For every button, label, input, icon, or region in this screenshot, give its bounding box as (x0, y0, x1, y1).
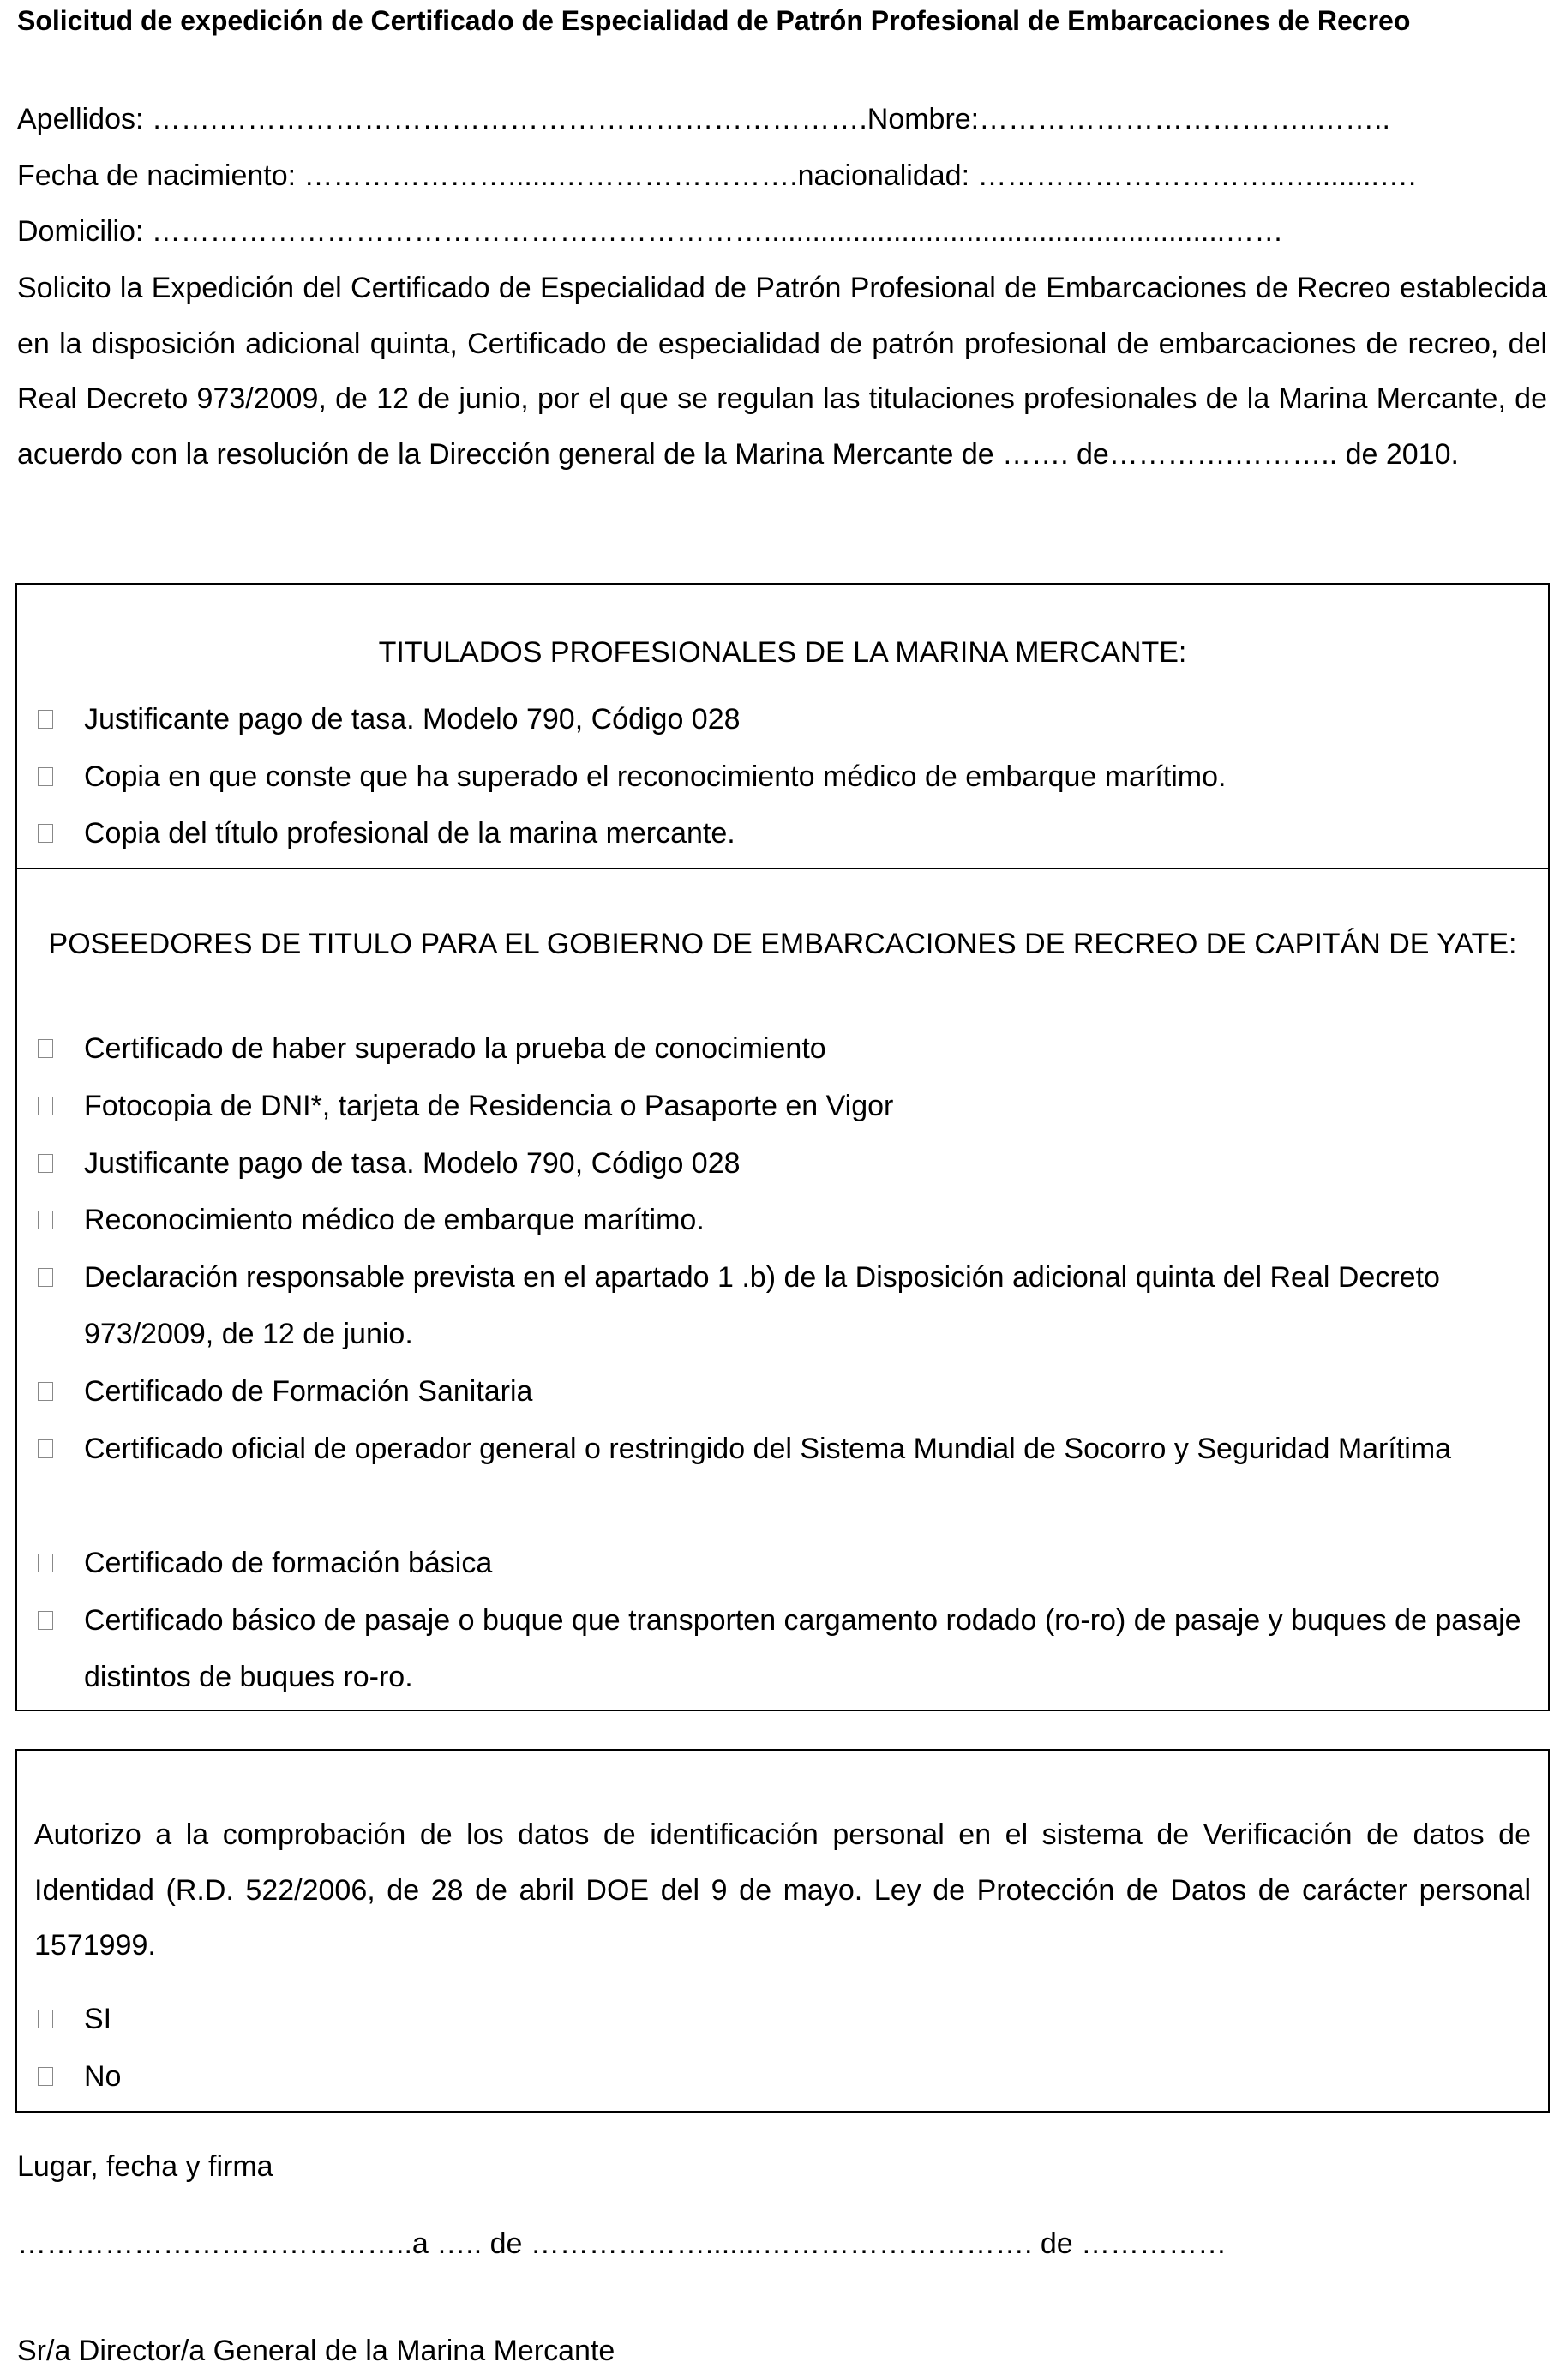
checklist-item[interactable] (38, 1020, 1546, 1077)
consent-text: Autorizo a la comprobación de los datos de identificación personal en el sistema de Verificación de datos de Identidad (R.D. 522/2006, de 28 de abril DOE del 9 de mayo. Ley de Protección de Datos de carácter personal 1571999. (34, 1818, 1531, 1962)
checklist-item[interactable] (38, 691, 1546, 748)
consent-option-label: No (84, 2060, 122, 2093)
checkbox-icon[interactable] (38, 1439, 53, 1458)
checklist-item-label: Certificado de Formación Sanitaria (84, 1375, 533, 1408)
fecha-nacionalidad-field[interactable]: Fecha de nacimiento: …………………......…………………….nacionalidad: …………………………..…........…. (17, 159, 1417, 192)
checklist-item-label: Certificado de haber superado la prueba de conocimiento (84, 1032, 826, 1065)
checklist-item[interactable] (38, 1192, 1546, 1248)
checklist-item-label: Copia en que conste que ha superado el reconocimiento médico de embarque marítimo. (84, 760, 1227, 793)
checklist-item[interactable] (38, 1249, 1546, 1362)
checklist-item-label: Certificado de formación básica (84, 1547, 493, 1579)
checklist-item-label: Fotocopia de DNI*, tarjeta de Residencia o Pasaporte en Vigor (84, 1090, 894, 1122)
checkbox-icon[interactable] (38, 1039, 53, 1058)
checklist-item-label: Certificado oficial de operador general o restringido del Sistema Mundial de Socorro y Seguridad Marítima (84, 1433, 1452, 1465)
section2-heading: POSEEDORES DE TITULO PARA EL GOBIERNO DE EMBARCACIONES DE RECREO DE CAPITÁN DE YATE: (48, 928, 1517, 960)
checklist-item-label: Copia del título profesional de la marina mercante. (84, 817, 735, 850)
checkbox-icon[interactable] (38, 824, 53, 843)
checkbox-icon[interactable] (38, 1154, 53, 1173)
checkbox-icon[interactable] (38, 1211, 53, 1229)
checkbox-icon[interactable] (38, 710, 53, 729)
checklist-item-label: Justificante pago de tasa. Modelo 790, Código 028 (84, 1147, 741, 1180)
domicilio-field[interactable]: Domicilio: ……………………………………………………….........................................................…… (17, 215, 1284, 248)
request-paragraph: Solicito la Expedición del Certificado de Especialidad de Patrón Profesional de Embarcaciones de Recreo establecida en la disposición adicional quinta, Certificado de especialidad de patrón profesional de embarcaciones de recreo, del Real Decreto 973/2009, de 12 de junio, por el que se regulan las titulaciones profesionales de la Marina Mercante, de acuerdo con la resolución de la Dirección general de la Marina Mercante de ……. de………….……….. de 2010. (17, 272, 1547, 471)
checkbox-icon[interactable] (38, 2067, 53, 2086)
checkbox-icon[interactable] (38, 1554, 53, 1572)
checklist-item-label: Reconocimiento médico de embarque marítimo. (84, 1204, 705, 1236)
addressee: Sr/a Director/a General de la Marina Mercante (17, 2335, 615, 2367)
checklist-item-label: Certificado básico de pasaje o buque que transporten cargamento rodado (ro-ro) de pasaje y buques de pasaje distintos de buques ro-ro. (84, 1604, 1521, 1693)
checkbox-icon[interactable] (38, 1611, 53, 1630)
checklist-item[interactable] (38, 805, 1546, 862)
checkbox-icon[interactable] (38, 767, 53, 786)
section-divider (15, 868, 1550, 869)
checklist-item-label: Justificante pago de tasa. Modelo 790, Código 028 (84, 703, 741, 736)
place-date-line[interactable]: …………………………………..a ….. de ……………….......………………………. de …………… (17, 2227, 1227, 2260)
consent-option-no[interactable] (38, 2048, 1546, 2105)
checkbox-icon[interactable] (38, 2010, 53, 2028)
checklist-item[interactable] (38, 1535, 1546, 1591)
checklist-item[interactable] (38, 1363, 1546, 1420)
checkbox-icon[interactable] (38, 1268, 53, 1287)
checklist-item[interactable] (38, 1135, 1546, 1192)
signature-label: Lugar, fecha y firma (17, 2150, 273, 2183)
form-title: Solicitud de expedición de Certificado de Especialidad de Patrón Profesional de Embarcaciones de Recreo (17, 5, 1411, 36)
checklist-item[interactable] (38, 1078, 1546, 1134)
checklist-item[interactable] (38, 1421, 1546, 1477)
checkbox-icon[interactable] (38, 1382, 53, 1401)
checkbox-icon[interactable] (38, 1097, 53, 1115)
consent-option-si[interactable] (38, 1991, 1546, 2047)
consent-option-label: SI (84, 2003, 112, 2035)
checklist-item[interactable] (38, 748, 1546, 805)
checklist-item-label: Declaración responsable prevista en el apartado 1 .b) de la Disposición adicional quinta del Real Decreto 973/2009, de 12 de junio. (84, 1261, 1440, 1350)
section1-heading: TITULADOS PROFESIONALES DE LA MARINA MERCANTE: (378, 636, 1187, 669)
apellidos-nombre-field[interactable]: Apellidos: …….………………………………………………………….Nombre:……………………………..…….. (17, 103, 1390, 135)
checklist-item[interactable] (38, 1592, 1546, 1705)
